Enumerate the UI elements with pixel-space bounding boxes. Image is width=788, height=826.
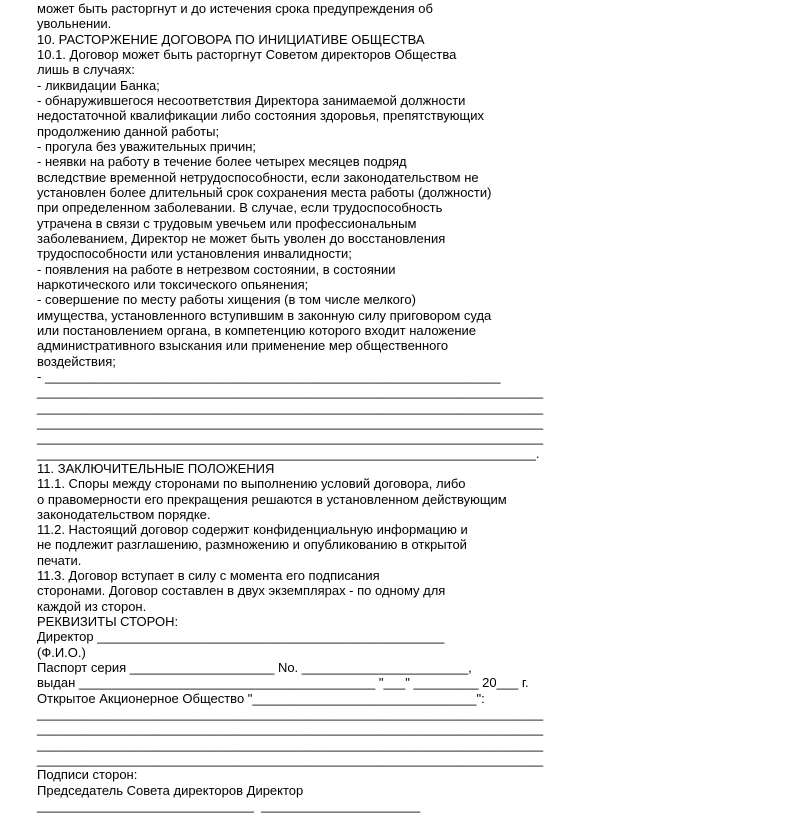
document-line: наркотического или токсического опьянения;	[37, 276, 309, 292]
document-line: - обнаружившегося несоответствия Директора занимаемой должности	[37, 92, 466, 108]
document-line: ______________________________________________________________________	[37, 399, 544, 415]
document-line: вследствие временной нетрудоспособности, если законодательством не	[37, 169, 479, 185]
document-line: ______________________________________________________________________	[37, 384, 544, 400]
document-line: или постановлением органа, в компетенцию которого входит наложение	[37, 322, 477, 338]
document-line: при определенном заболевании. В случае, если трудоспособность	[37, 200, 443, 216]
document-line: - ликвидации Банка;	[37, 77, 160, 93]
document-line: ______________________________ ______________________	[37, 798, 421, 814]
document-line: Паспорт серия ____________________ No. _______________________,	[37, 660, 472, 676]
document-line: увольнении.	[37, 16, 112, 32]
document-line: может быть расторгнут и до истечения срока предупреждения об	[37, 1, 433, 16]
document-line: _____________________________________________________________________.	[37, 445, 540, 461]
document-line: ______________________________________________________________________	[37, 752, 544, 768]
document-line: недостаточной квалификации либо состояния здоровья, препятствующих	[37, 108, 485, 124]
document-line: - неявки на работу в течение более четырех месяцев подряд	[37, 154, 407, 170]
document-line: ______________________________________________________________________	[37, 721, 544, 737]
document-line: печати.	[37, 552, 82, 568]
document-line: имущества, установленного вступившим в законную силу приговором суда	[37, 307, 492, 323]
document-line: - прогула без уважительных причин;	[37, 138, 257, 154]
document-line: - совершение по месту работы хищения (в том числе мелкого)	[37, 292, 416, 308]
document-line: Подписи сторон:	[37, 767, 138, 783]
document-line: утрачена в связи с трудовым увечьем или профессиональным	[37, 215, 417, 231]
document-line: продолжению данной работы;	[37, 123, 220, 139]
document-line: выдан _________________________________________ "___" _________ 20___ г.	[37, 675, 529, 691]
document-line: ______________________________________________________________________	[37, 736, 544, 752]
document-line: административного взыскания или применение мер общественного	[37, 338, 449, 354]
document-line: ______________________________________________________________________	[37, 430, 544, 446]
document-line: каждой из сторон.	[37, 598, 147, 614]
document-line: Директор ________________________________________________	[37, 629, 445, 645]
document-line: законодательством порядке.	[37, 506, 211, 522]
document-line: 10. РАСТОРЖЕНИЕ ДОГОВОРА ПО ИНИЦИАТИВЕ ОБЩЕСТВА	[37, 31, 425, 47]
document-line: Председатель Совета директоров Директор	[37, 782, 304, 798]
document-line: 11.3. Договор вступает в силу с момента его подписания	[37, 568, 380, 584]
document-line: не подлежит разглашению, размножению и опубликованию в открытой	[37, 537, 467, 553]
document-line: заболеванием, Директор не может быть уволен до восстановления	[37, 230, 446, 246]
document-line: воздействия;	[37, 353, 116, 369]
document-line: ______________________________________________________________________	[37, 414, 544, 430]
document-line: - _______________________________________________________________	[37, 368, 501, 384]
document-line: Открытое Акционерное Общество "_______________________________":	[37, 690, 485, 706]
document-line: 11.2. Настоящий договор содержит конфиденциальную информацию и	[37, 522, 468, 538]
document-line: 11.1. Споры между сторонами по выполнению условий договора, либо	[37, 476, 466, 492]
document-line: лишь в случаях:	[37, 62, 135, 78]
document-line: 11. ЗАКЛЮЧИТЕЛЬНЫЕ ПОЛОЖЕНИЯ	[37, 460, 275, 476]
document-line: сторонами. Договор составлен в двух экземплярах - по одному для	[37, 583, 446, 599]
document-line: ______________________________________________________________________	[37, 706, 544, 722]
document-line: о правомерности его прекращения решаются в установленном действующим	[37, 491, 507, 507]
document-line: РЕКВИЗИТЫ СТОРОН:	[37, 614, 179, 630]
document-line: - появления на работе в нетрезвом состоянии, в состоянии	[37, 261, 396, 277]
document-line: 10.1. Договор может быть расторгнут Советом директоров Общества	[37, 46, 457, 62]
document-line: трудоспособности или установления инвалидности;	[37, 246, 352, 262]
contract-document-page	[37, 1, 543, 813]
document-line: (Ф.И.О.)	[37, 644, 86, 660]
document-line: установлен более длительный срок сохранения места работы (должности)	[37, 184, 492, 200]
